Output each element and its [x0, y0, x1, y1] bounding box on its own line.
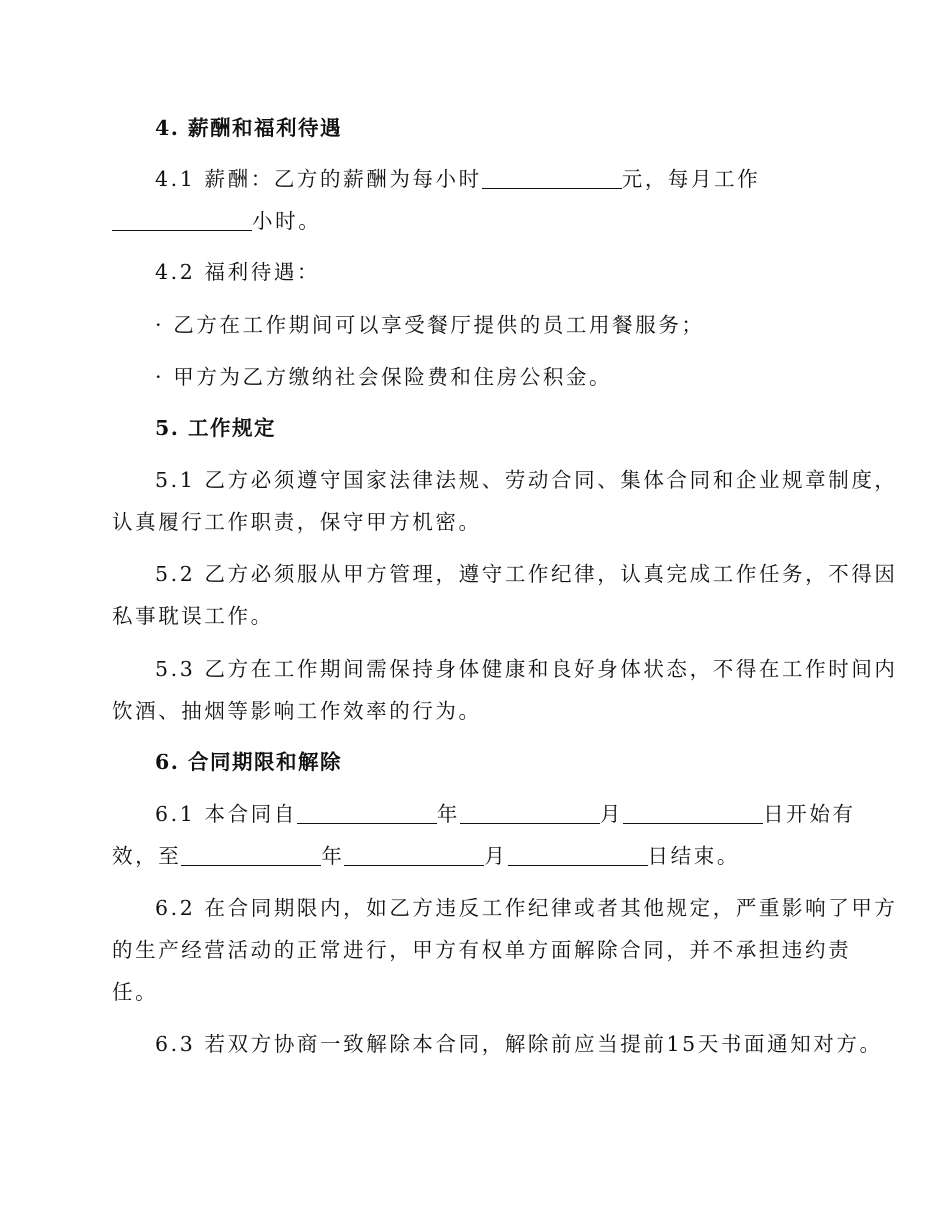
clause-5-1-line-2: 认真履行工作职责，保守甲方机密。 — [112, 510, 482, 534]
month-label-end: 月 — [484, 844, 508, 868]
clause-6-2-line-3: 任。 — [112, 980, 159, 1004]
clause-4-2: 4.2 福利待遇： — [155, 260, 321, 284]
clause-6-2-line-1: 6.2 在合同期限内，如乙方违反工作纪律或者其他规定，严重影响了甲方 — [155, 896, 898, 920]
benefit-item-meals: · 乙方在工作期间可以享受餐厅提供的员工用餐服务； — [155, 313, 705, 337]
clause-6-3: 6.3 若双方协商一致解除本合同，解除前应当提前15天书面通知对方。 — [155, 1032, 883, 1056]
end-year-blank[interactable] — [181, 845, 321, 866]
clause-6-1-text-b: 效，至 — [112, 844, 182, 868]
clause-5-3-line-2: 饮酒、抽烟等影响工作效率的行为。 — [112, 699, 482, 723]
year-label: 年 — [436, 802, 461, 826]
start-month-blank[interactable] — [460, 803, 600, 824]
benefit-item-insurance: · 甲方为乙方缴纳社会保险费和住房公积金。 — [155, 365, 613, 389]
clause-4-1-line-1 — [155, 165, 760, 193]
hourly-wage-blank[interactable] — [482, 168, 622, 189]
start-day-blank[interactable] — [623, 803, 763, 824]
clause-5-3-line-1: 5.3 乙方在工作期间需保持身体健康和良好身体状态，不得在工作时间内 — [155, 657, 898, 681]
clause-5-1-line-1: 5.1 乙方必须遵守国家法律法规、劳动合同、集体合同和企业规章制度， — [155, 468, 898, 492]
end-day-blank[interactable] — [508, 845, 648, 866]
section-5-heading: 5. 工作规定 — [155, 416, 277, 440]
clause-5-2-line-1: 5.2 乙方必须服从甲方管理，遵守工作纪律，认真完成工作任务，不得因 — [155, 562, 898, 586]
clause-6-2-line-2: 的生产经营活动的正常进行，甲方有权单方面解除合同，并不承担违约责 — [112, 938, 852, 962]
section-6-heading: 6. 合同期限和解除 — [155, 750, 343, 774]
clause-4-1-text-c: 小时。 — [252, 209, 322, 233]
clause-5-2-line-2: 私事耽误工作。 — [112, 604, 274, 628]
month-label: 月 — [600, 802, 624, 826]
clause-6-1-line-1 — [155, 800, 856, 828]
clause-4-1-text-b: 元，每月工作 — [621, 167, 761, 191]
clause-6-1-text-a: 6.1 本合同自 — [155, 802, 297, 826]
day-label-end: 日结束。 — [647, 844, 740, 868]
start-year-blank[interactable] — [297, 803, 437, 824]
clause-6-1-line-2 — [112, 842, 740, 870]
clause-4-1-line-2 — [112, 207, 321, 235]
section-4-heading: 4. 薪酬和福利待遇 — [155, 116, 343, 140]
day-label-start: 日开始有 — [763, 802, 856, 826]
clause-4-1-text-a: 4.1 薪酬：乙方的薪酬为每小时 — [155, 167, 482, 191]
monthly-hours-blank[interactable] — [112, 210, 252, 231]
year-label-end: 年 — [321, 844, 345, 868]
end-month-blank[interactable] — [344, 845, 484, 866]
